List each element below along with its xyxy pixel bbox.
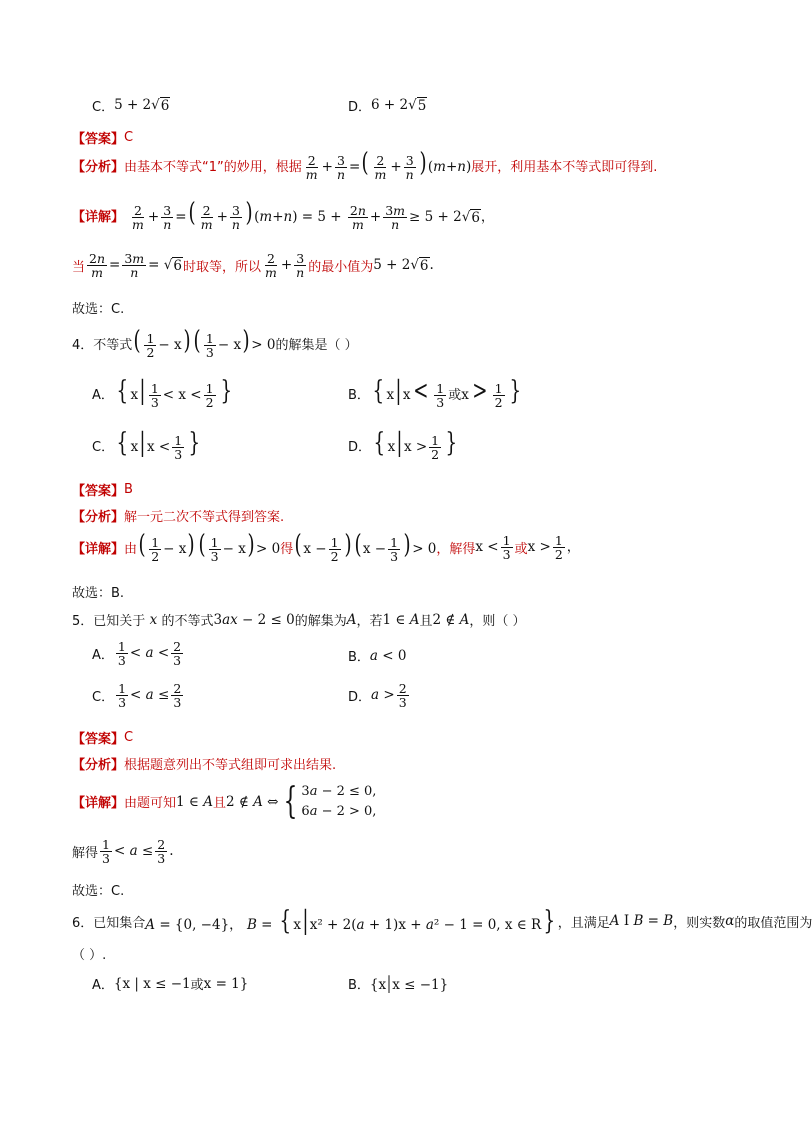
q4-detail [72, 532, 580, 563]
analysis-text: 由基本不等式“1”的妙用，根据 [124, 160, 302, 176]
stem-text: 的不等式 [161, 614, 214, 629]
analysis-text: 根据题意列出不等式组即可求出结果. [124, 758, 337, 773]
option-value: { x|x < $\frac{1}{3}$ 或x > $\frac{1}{2}$ } [372, 376, 521, 410]
text: ，解得 [436, 542, 476, 558]
formula: 5 + 2 √ 6 . [373, 257, 434, 275]
stem-text: ，若 [356, 614, 383, 629]
analysis-tag: 【分析】 [72, 758, 125, 773]
formula: ( $\frac{1}{2}$ − x) ( $\frac{1}{3}$ − x) > 0 [138, 530, 281, 564]
stem-text: 4．不等式 [72, 338, 133, 354]
formula: ( x − $\frac{1}{2}$ ) ( x − $\frac{1}{3}$ ) > 0 [294, 530, 437, 564]
q5-answer [72, 728, 133, 747]
q3-conclusion [72, 298, 124, 317]
q5-option-d [348, 682, 411, 709]
q5-option-c [92, 682, 185, 709]
stem-text: 的解集为 [294, 614, 347, 629]
stem-text: 5．已知关于 [72, 614, 146, 629]
conclusion: 故选：B. [72, 586, 125, 601]
formula: x < $\frac{1}{3}$ [475, 532, 511, 563]
stem-formula: ( $\frac{1}{2}$ − x) ( $\frac{1}{3}$ − x) > 0 [133, 326, 276, 360]
q3-equality [72, 252, 434, 279]
text: 当 [72, 260, 86, 276]
stem-text: （ ）. [72, 948, 107, 963]
stem-text: 且 [419, 614, 433, 629]
analysis-text: 展开，利用基本不等式即可得到. [471, 160, 658, 176]
system-of-inequalities: { 3a − 2 ≤ 0, 6a − 2 > 0, [283, 780, 377, 822]
q5-analysis [72, 754, 336, 773]
option-label: A． [92, 388, 114, 404]
q6-stem: 6．已知集合 A = {0, −4}， B = { x|x² + 2(a + 1)x + a² − 1 = 0, x ∈ R} ，且满足 A I B = B ，则实数 α 的取值范围为 [72, 906, 812, 936]
q6-stem-paren [72, 944, 106, 963]
q5-conclusion [72, 880, 124, 899]
option-label: D． [348, 440, 372, 456]
q5-option-b [348, 646, 406, 665]
stem-text: ，则（ ） [469, 614, 526, 629]
option-label: D． [348, 100, 372, 115]
q4-conclusion [72, 582, 124, 601]
answer-tag: 【答案】 [72, 484, 125, 499]
q4-analysis [72, 506, 284, 525]
option-label: C． [92, 100, 115, 115]
q4-option-d [348, 430, 460, 461]
stem-text: 6．已知集合 [72, 915, 146, 931]
q4-answer [72, 480, 133, 499]
q3-answer [72, 128, 133, 147]
conclusion: 故选：C. [72, 884, 125, 899]
or-text: 或 [448, 388, 462, 403]
answer-value: B [124, 482, 133, 497]
option-label: B． [348, 650, 370, 665]
analysis-tag: 【分析】 [72, 510, 125, 525]
q6-option-b [348, 974, 448, 993]
option-label: C． [92, 440, 115, 456]
option-value: { x|x > $\frac{1}{2}$ } [373, 428, 458, 462]
option-label: B． [348, 978, 370, 993]
text: 的最小值为 [308, 260, 374, 276]
or-text: 或 [190, 978, 204, 993]
detail-tag: 【详解】 [72, 796, 125, 811]
option-value: $\frac{1}{3}$ < a ≤ $\frac{2}{3}$ [118, 681, 182, 711]
detail-tag: 【详解】 [72, 542, 125, 558]
option-value: {x|x ≤ −1} [369, 972, 449, 994]
conclusion: 故选：C. [72, 302, 125, 317]
analysis-formula: $\frac{2}{m}$ + $\frac{3}{n}$ =( $\frac{2}{m}$ + $\frac{3}{n}$ ) (m+n) [305, 148, 472, 182]
option-value: a < 0 [369, 647, 407, 664]
option-label: A． [92, 648, 114, 664]
q5-option-a [92, 640, 185, 667]
stem-text: 的取值范围为 [734, 915, 812, 931]
text: 由 [124, 542, 138, 558]
option-value: a > $\frac{2}{3}$ [371, 681, 407, 711]
text: 解得 [72, 846, 99, 862]
q3-option-d [348, 96, 427, 115]
q6-option-a: A． {x | x ≤ −1 或 x = 1} [92, 975, 249, 993]
formula: $\frac{2}{m}$ + $\frac{3}{n}$ [264, 251, 305, 281]
q4-option-b [348, 378, 523, 409]
analysis-tag: 【分析】 [72, 160, 125, 176]
option-value: $\frac{1}{3}$ < a < $\frac{2}{3}$ [117, 639, 182, 669]
option-value: 6 + 2 √ 5 [371, 97, 427, 114]
answer-value: C [124, 130, 134, 145]
q4-option-c [92, 430, 203, 461]
formula: $\frac{2n}{m}$ = $\frac{3m}{n}$ = √ 6 [89, 251, 182, 281]
q5-stem: 5．已知关于 x 的不等式 3ax − 2 ≤ 0 的解集为 A ，若 1 ∈ A 且 2 ∉ A ，则（ ） [72, 611, 526, 629]
answer-value: C [124, 730, 134, 745]
stem-text: ，且满足 [557, 915, 610, 931]
option-value: {x | x ≤ −1 [113, 975, 191, 992]
option-value: { x|x < $\frac{1}{3}$ } [116, 428, 201, 462]
text: 或 [514, 542, 528, 558]
text: 得 [280, 542, 294, 558]
formula: x > $\frac{1}{2}$ ， [527, 532, 581, 563]
q4-option-a [92, 378, 234, 409]
q3-detail [72, 200, 494, 231]
text: 时取等，所以 [182, 260, 261, 276]
option-label: D． [348, 690, 372, 706]
detail-tag: 【详解】 [72, 210, 125, 226]
text: 且 [212, 796, 226, 811]
q4-stem [72, 328, 358, 359]
q3-analysis [72, 150, 657, 181]
option-value: { x| $\frac{1}{3}$ < x < $\frac{1}{2}$ } [116, 376, 232, 410]
answer-tag: 【答案】 [72, 132, 125, 147]
text: 由题可知 [124, 796, 177, 811]
answer-tag: 【答案】 [72, 732, 125, 747]
option-value: 5 + 2 √ 6 [114, 97, 170, 114]
option-label: C． [92, 690, 115, 706]
q5-detail: 【详解】 由题可知 1 ∈ A 且 2 ∉ A ⇔ { 3a − 2 ≤ 0, 6a − 2 > 0, [72, 780, 377, 822]
option-label: A． [92, 978, 114, 993]
q5-solve: 解得 $\frac{1}{3}$ < a ≤ $\frac{2}{3}$ . [72, 837, 174, 867]
detail-formula: $\frac{2}{m}$ + $\frac{3}{n}$ =( $\frac{2}{m}$ + $\frac{3}{n}$ ) (m+n) = 5 + $\frac{2n}{m}$ + $\frac{3m}{n}$ ≥ 5 + 2 √ 6 ， [132, 198, 495, 232]
analysis-text: 解一元二次不等式得到答案. [124, 510, 285, 525]
stem-text: ，则实数 [673, 915, 726, 931]
stem-text: 的解集是（ ） [275, 338, 358, 354]
q3-option-c [92, 96, 170, 115]
option-label: B． [348, 388, 370, 404]
